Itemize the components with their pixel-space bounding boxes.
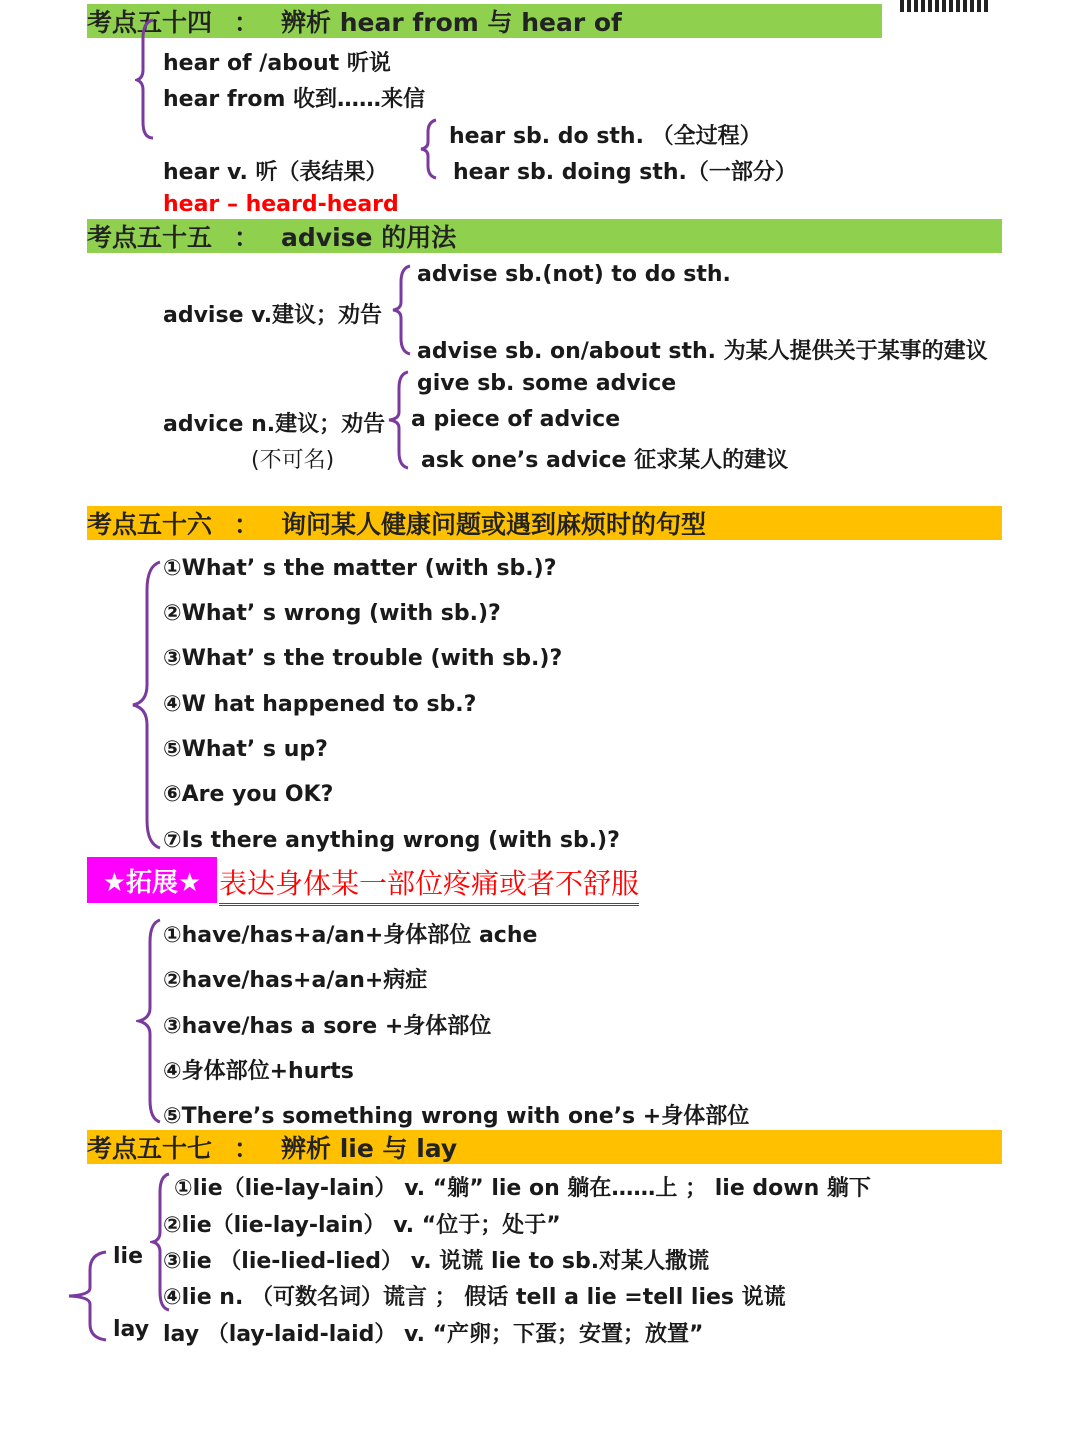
section-title: 询问某人健康问题或遇到麻烦时的句型 xyxy=(281,510,707,539)
section-label: 考点五十五 xyxy=(87,223,213,252)
section-title: 辨析 lie 与 lay xyxy=(281,1134,458,1163)
pain-expression: ①have/has+a/an+身体部位 ache xyxy=(163,923,538,948)
hear-v-line: hear v. 听（表结果） xyxy=(163,160,388,185)
advice-n-line: advice n.建议；劝告 xyxy=(163,412,386,437)
pain-expression: ②have/has+a/an+病症 xyxy=(163,968,428,993)
section-label: 考点五十七 xyxy=(87,1134,213,1163)
section-label: 考点五十四 xyxy=(87,8,213,37)
extension-badge: ★拓展★ xyxy=(87,857,217,903)
section-57-header xyxy=(87,1130,1002,1164)
section-56-header xyxy=(87,506,1002,540)
lie-label: lie xyxy=(113,1244,144,1269)
lay-label: lay xyxy=(113,1317,150,1342)
advise-item: advise sb. on/about sth. 为某人提供关于某事的建议 xyxy=(417,339,988,364)
lie-item: ①lie（lie-lay-lain） v. “躺” lie on 躺在……上 ； lie down 躺下 xyxy=(174,1176,871,1201)
hear-from-line: hear from 收到……来信 xyxy=(163,87,426,112)
section-title: advise 的用法 xyxy=(281,223,457,252)
section-title: 辨析 hear from 与 hear of xyxy=(281,8,622,37)
brace xyxy=(418,118,440,180)
health-question: ③What’ s the trouble (with sb.)? xyxy=(163,646,563,671)
health-question: ②What’ s wrong (with sb.)? xyxy=(163,601,501,626)
lie-item: ②lie（lie-lay-lain） v. “位于；处于” xyxy=(163,1213,561,1238)
extension-title: 表达身体某一部位疼痛或者不舒服 xyxy=(219,862,639,906)
brace xyxy=(66,1248,112,1342)
hear-forms: hear – heard-heard xyxy=(163,192,399,217)
advise-item: advise sb.(not) to do sth. xyxy=(417,262,731,287)
section-colon: ： xyxy=(234,8,260,37)
lie-item: ④lie n. （可数名词）谎言 ； 假话 tell a lie =tell lies 说谎 xyxy=(163,1285,786,1310)
health-question: ①What’ s the matter (with sb.)? xyxy=(163,556,557,581)
brace xyxy=(135,18,157,140)
section-54-header xyxy=(87,4,882,38)
section-label: 考点五十六 xyxy=(87,510,213,539)
advice-item: give sb. some advice xyxy=(417,371,677,396)
hear-sub-item: hear sb. do sth. （全过程） xyxy=(449,124,762,149)
hear-of-line: hear of /about 听说 xyxy=(163,51,391,76)
section-colon: ： xyxy=(234,510,260,539)
advice-item: ask one’s advice 征求某人的建议 xyxy=(421,448,789,473)
hear-sub-item: hear sb. doing sth.（一部分） xyxy=(453,160,797,185)
uncountable-note: (不可名) xyxy=(251,448,335,473)
health-question: ④W hat happened to sb.? xyxy=(163,692,477,717)
health-question: ⑤What’ s up? xyxy=(163,737,328,762)
pain-expression: ⑤There’s something wrong with one’s +身体部位 xyxy=(163,1104,750,1129)
brace xyxy=(130,560,164,850)
brace xyxy=(390,264,414,356)
advice-item: a piece of advice xyxy=(411,407,621,432)
section-colon: ： xyxy=(234,223,260,252)
lie-item: ③lie （lie-lied-lied） v. 说谎 lie to sb.对某人撒谎 xyxy=(163,1249,710,1274)
brace xyxy=(136,918,164,1124)
qr-code-fragment xyxy=(900,0,988,12)
section-55-header xyxy=(87,219,1002,253)
advise-v-line: advise v.建议；劝告 xyxy=(163,303,383,328)
health-question: ⑥Are you OK? xyxy=(163,782,334,807)
pain-expression: ④身体部位+hurts xyxy=(163,1059,354,1084)
pain-expression: ③have/has a sore +身体部位 xyxy=(163,1014,492,1039)
section-colon: ： xyxy=(234,1134,260,1163)
lay-item: lay （lay-laid-laid） v. “产卵；下蛋；安置；放置” xyxy=(163,1322,704,1347)
brace xyxy=(386,370,412,470)
health-question: ⑦Is there anything wrong (with sb.)? xyxy=(163,828,620,853)
